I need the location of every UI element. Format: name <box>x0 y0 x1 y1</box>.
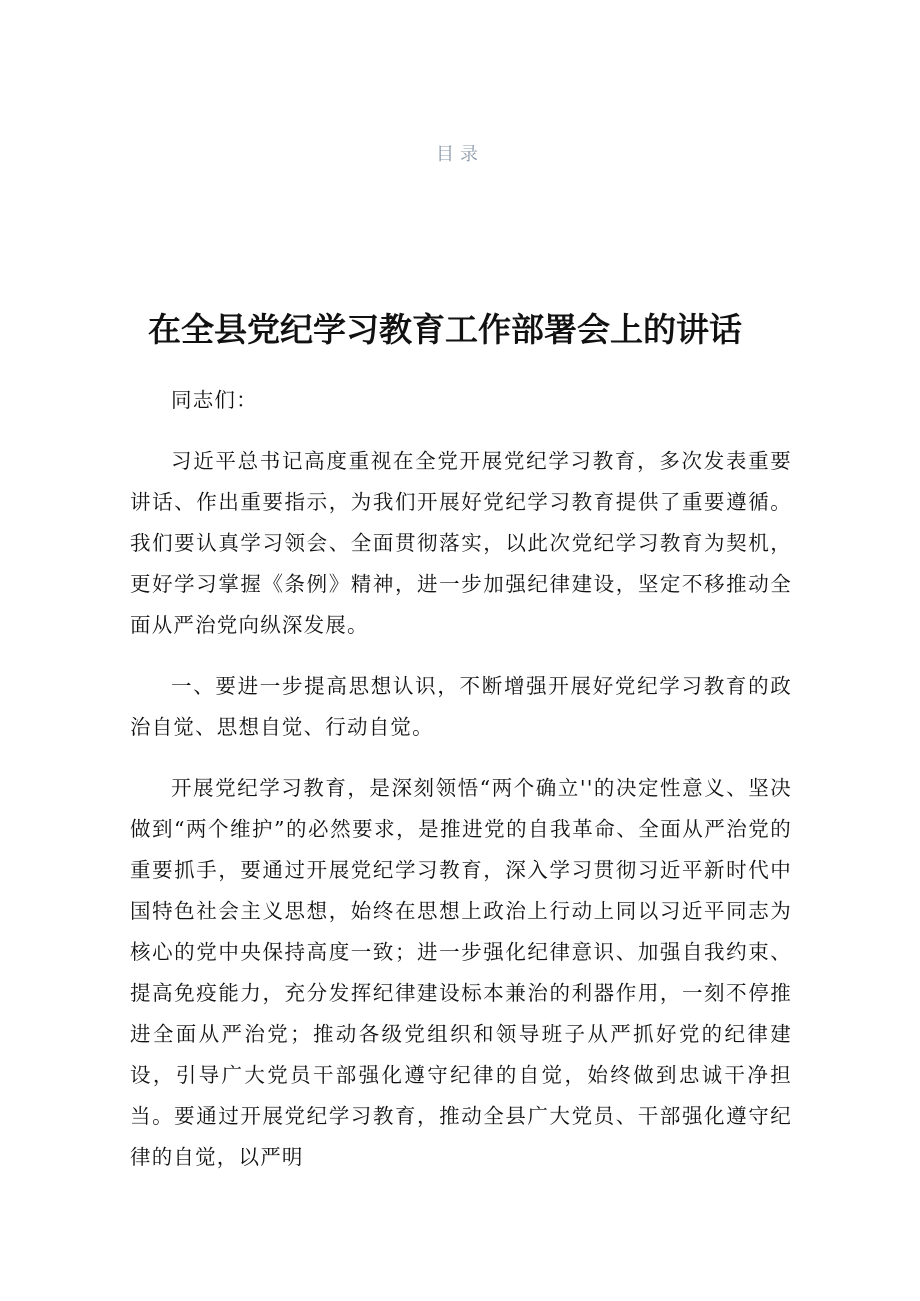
paragraph-1: 习近平总书记高度重视在全党开展党纪学习教育，多次发表重要讲话、作出重要指示，为我们开展好党纪学习教育提供了重要遵循。我们要认真学习领会、全面贯彻落实，以此次党纪学习教育为契机，更好学习掌握《条例》精神，进一步加强纪律建设，坚定不移推动全面从严治党向纵深发展。 <box>130 449 792 637</box>
paragraph-2: 开展党纪学习教育，是深刻领悟“两个确立''的决定性意义、坚决做到“两个维护”的必然要求，是推进党的自我革命、全面从严治党的重要抓手，要通过开展党纪学习教育，深入学习贯彻习近平新时代中国特色社会主义思想，始终在思想上政治上行动上同以习近平同志为核心的党中央保持高度一致；进一步强化纪律意识、加强自我约束、提高免疫能力，充分发挥纪律建设标本兼治的利器作用，一刻不停推进全面从严治党；推动各级党组织和领导班子从严抓好党的纪律建设，引导广大党员干部强化遵守纪律的自觉，始终做到忠诚干净担当。要通过开展党纪学习教育，推动全县广大党员、干部强化遵守纪律的自觉，以严明 <box>130 776 792 1169</box>
section-heading-1: 一、要进一步提高思想认识，不断增强开展好党纪学习教育的政治自觉、思想自觉、行动自觉。 <box>130 674 792 739</box>
document-body <box>130 380 792 1198</box>
toc-label[interactable]: 目录 <box>436 144 484 165</box>
greeting: 同志们： <box>171 388 258 412</box>
document-title: 在全县党纪学习教育工作部署会上的讲话 <box>148 310 742 349</box>
